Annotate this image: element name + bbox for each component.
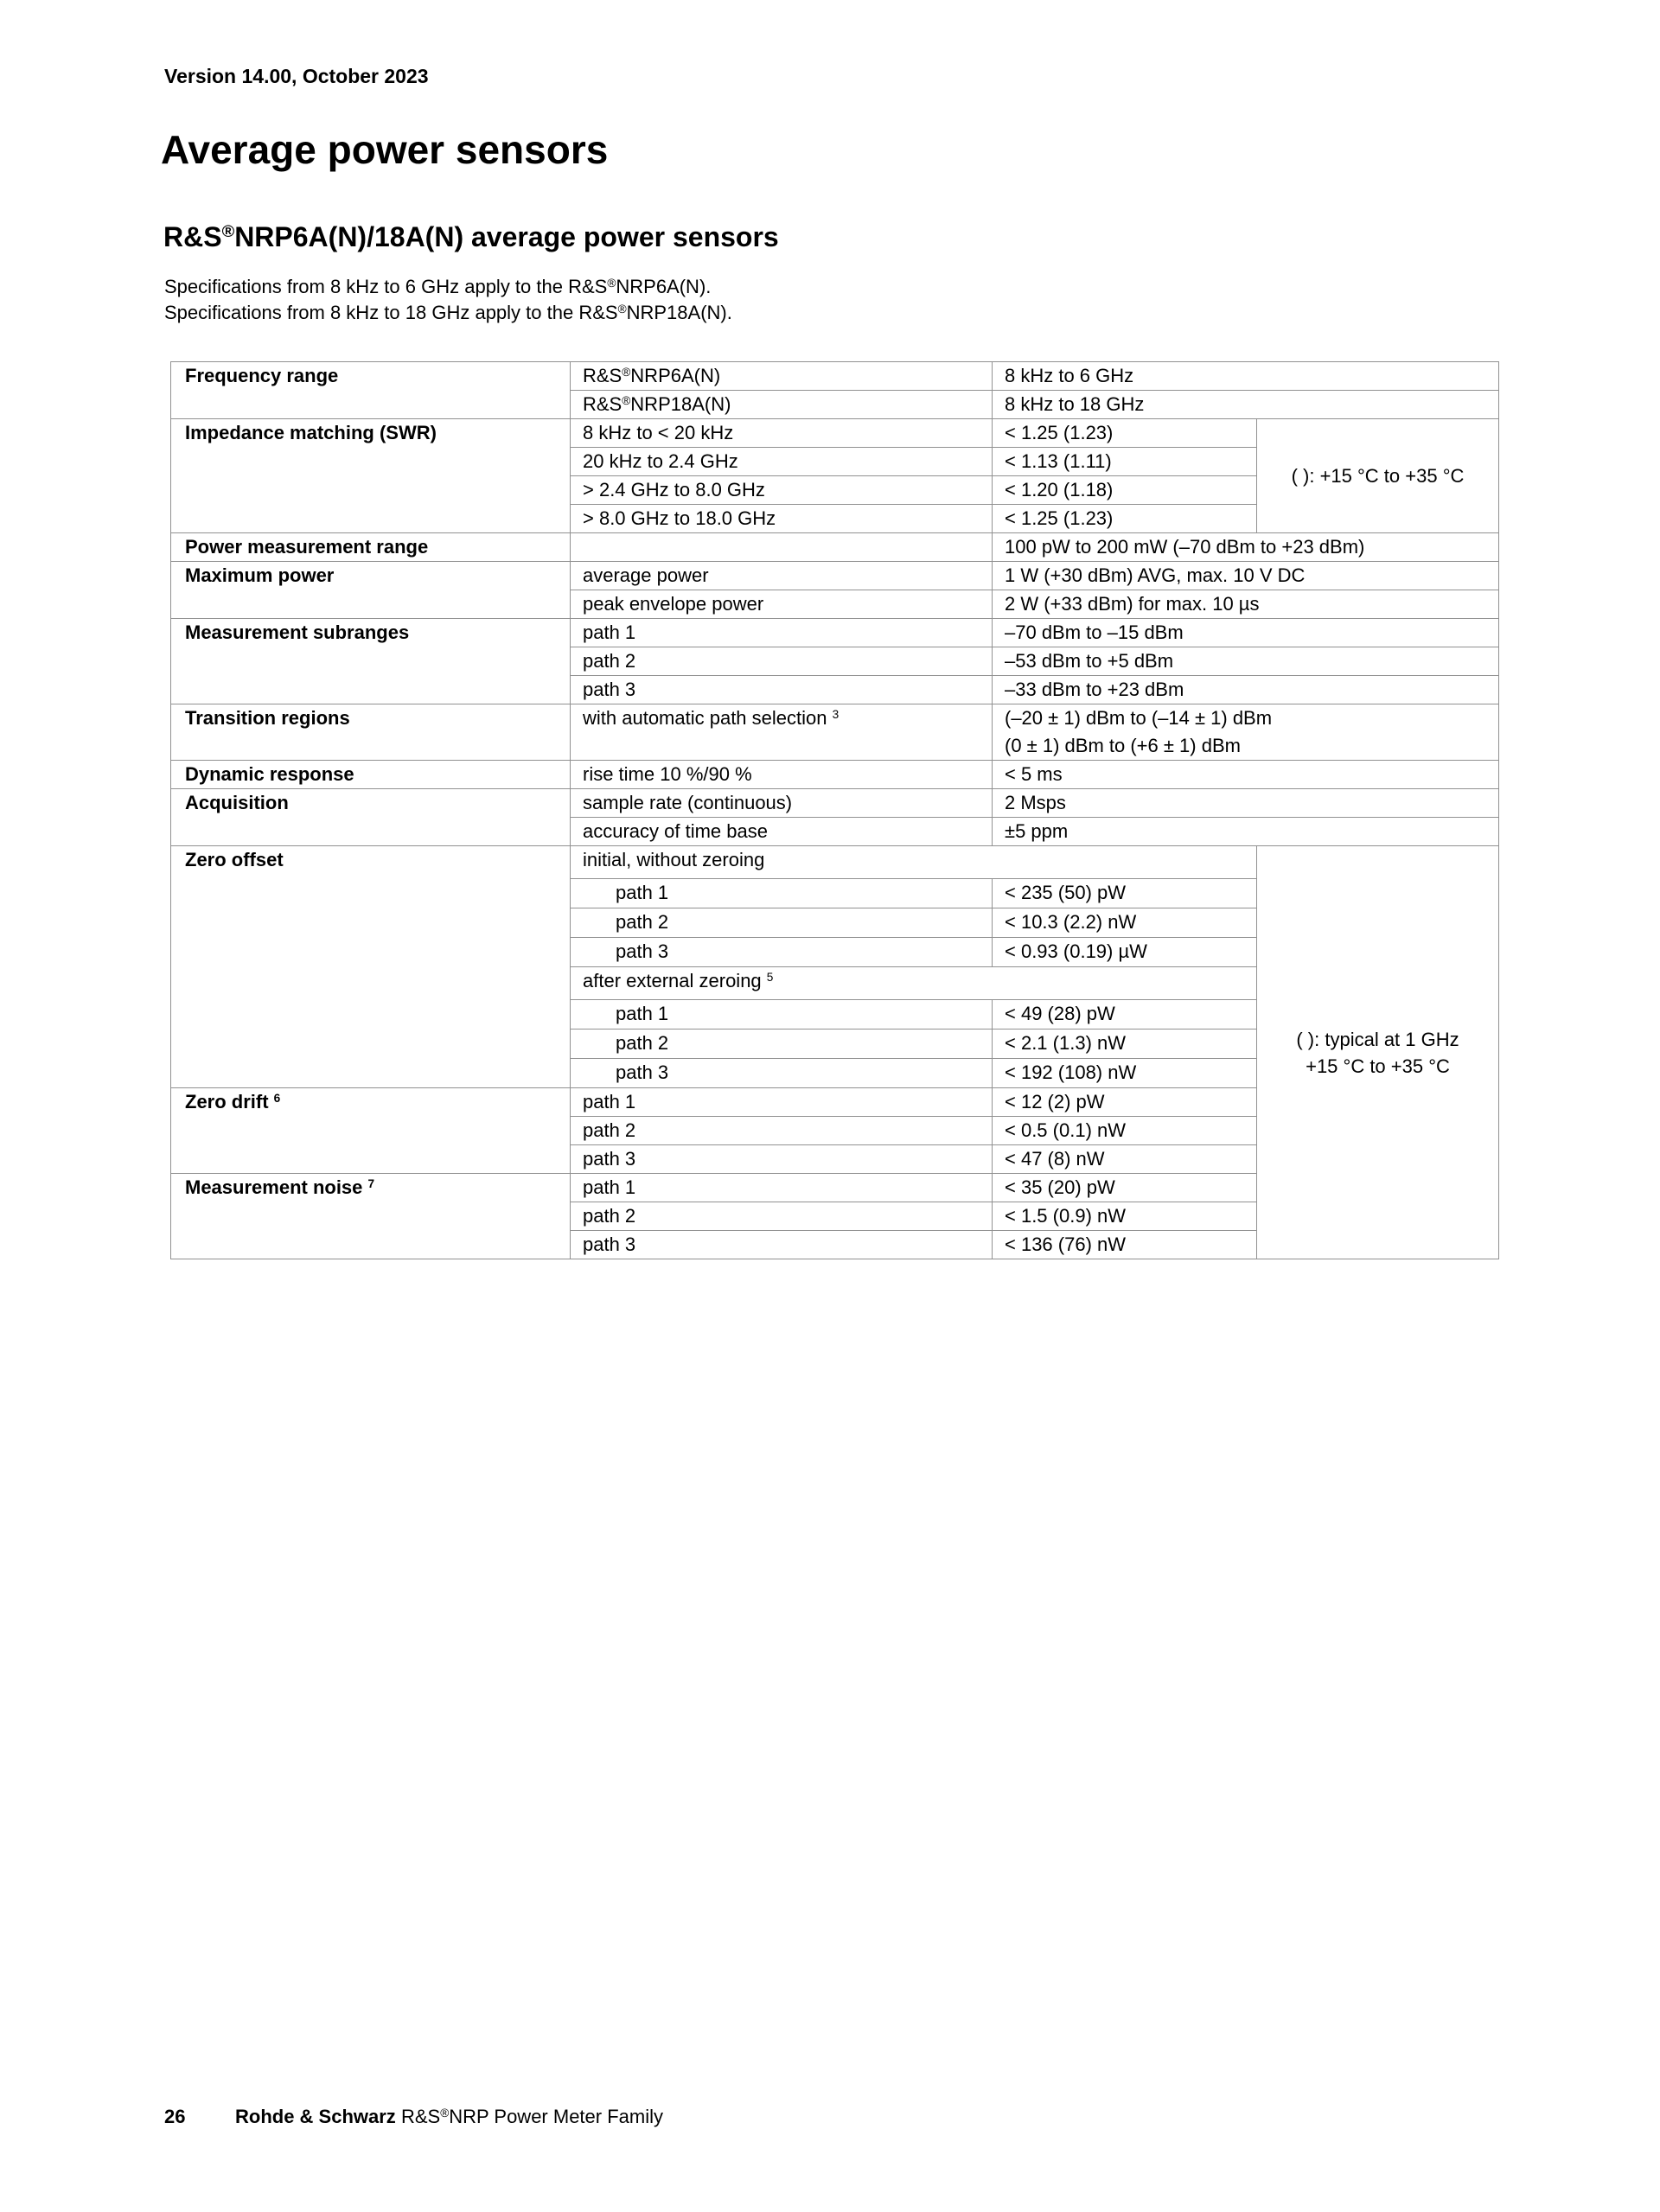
cell-sub: average power [571,562,993,590]
cell-sub: path 1 [571,1088,993,1117]
cell-param: Transition regions [171,704,571,761]
cell-val: < 10.3 (2.2) nW [993,908,1257,938]
cell-val: (–20 ± 1) dBm to (–14 ± 1) dBm (0 ± 1) dBm to (+6 ± 1) dBm [993,704,1499,761]
table-row [171,846,1499,879]
cell-note: ( ): typical at 1 GHz +15 °C to +35 °C [1257,846,1499,1259]
cell-val: < 5 ms [993,761,1499,789]
cell-param: Power measurement range [171,533,571,562]
cell-sub: path 3 [571,938,993,967]
cell-sub: > 2.4 GHz to 8.0 GHz [571,476,993,505]
cell-sub: 20 kHz to 2.4 GHz [571,448,993,476]
cell-sub: rise time 10 %/90 % [571,761,993,789]
table-row [171,789,1499,818]
cell-val: < 0.93 (0.19) µW [993,938,1257,967]
page-number: 26 [164,2106,186,2127]
cell-sub: with automatic path selection $^3$ [571,704,993,761]
cell-param: Impedance matching (SWR) [171,419,571,533]
footer-product: R&S®NRP Power Meter Family [400,2106,663,2127]
table-row [171,362,1499,391]
cell-val: < 1.25 (1.23) [993,419,1257,448]
cell-val: < 235 (50) pW [993,879,1257,908]
cell-val: ±5 ppm [993,818,1499,846]
cell-sub: initial, without zeroing [571,846,1257,879]
cell-param: Measurement subranges [171,619,571,704]
cell-val: –70 dBm to –15 dBm [993,619,1499,647]
cell-val: < 12 (2) pW [993,1088,1257,1117]
cell-sub: path 3 [571,1059,993,1088]
cell-note: ( ): +15 °C to +35 °C [1257,419,1499,533]
intro-line-2: Specifications from 8 kHz to 18 GHz apply to the R&S®NRP18A(N). [164,302,732,323]
table-row [171,619,1499,647]
cell-val: < 49 (28) pW [993,1000,1257,1030]
cell-sub: 8 kHz to < 20 kHz [571,419,993,448]
table-row [171,419,1499,448]
cell-val: –53 dBm to +5 dBm [993,647,1499,676]
cell-param: Zero offset [171,846,571,1088]
table-row [171,533,1499,562]
cell-sub: sample rate (continuous) [571,789,993,818]
footer-brand: Rohde & Schwarz [235,2106,396,2127]
cell-val: < 192 (108) nW [993,1059,1257,1088]
cell-val: < 0.5 (0.1) nW [993,1117,1257,1145]
cell-sub: path 2 [571,647,993,676]
cell-param: Acquisition [171,789,571,846]
table-row [171,761,1499,789]
table-row [171,704,1499,761]
page-title: Average power sensors [161,127,609,172]
cell-sub: peak envelope power [571,590,993,619]
cell-sub: path 2 [571,1117,993,1145]
cell-sub: path 1 [571,1174,993,1202]
cell-param: Zero drift $^6$ [171,1088,571,1174]
cell-val: < 1.25 (1.23) [993,505,1257,533]
spec-table [170,361,1499,1259]
cell-param: Frequency range [171,362,571,419]
cell-val: –33 dBm to +23 dBm [993,676,1499,704]
cell-val: < 35 (20) pW [993,1174,1257,1202]
cell-val: < 47 (8) nW [993,1145,1257,1174]
cell-val: 8 kHz to 18 GHz [993,391,1499,419]
cell-sub: path 2 [571,1202,993,1231]
cell-sub: path 1 [571,619,993,647]
cell-sub: R&S®NRP6A(N) [571,362,993,391]
cell-param: Dynamic response [171,761,571,789]
page-footer [164,2106,663,2128]
cell-sub: path 1 [571,879,993,908]
cell-sub: R&S®NRP18A(N) [571,391,993,419]
cell-sub: after external zeroing $^5$ [571,967,1257,1000]
cell-val: < 1.5 (0.9) nW [993,1202,1257,1231]
table-row [171,562,1499,590]
cell-sub: accuracy of time base [571,818,993,846]
cell-sub: path 2 [571,908,993,938]
version-line: Version 14.00, October 2023 [164,65,429,87]
cell-sub [571,533,993,562]
cell-val: < 1.20 (1.18) [993,476,1257,505]
cell-sub: path 3 [571,1231,993,1259]
cell-val: 2 Msps [993,789,1499,818]
cell-sub: > 8.0 GHz to 18.0 GHz [571,505,993,533]
cell-val: < 2.1 (1.3) nW [993,1030,1257,1059]
cell-val: < 1.13 (1.11) [993,448,1257,476]
section-heading: R&S®NRP6A(N)/18A(N) average power sensors [163,221,779,252]
cell-sub: path 2 [571,1030,993,1059]
cell-val: 8 kHz to 6 GHz [993,362,1499,391]
cell-param: Maximum power [171,562,571,619]
intro-text [164,274,732,326]
cell-val: 100 pW to 200 mW (–70 dBm to +23 dBm) [993,533,1499,562]
table-body [171,362,1499,1259]
cell-sub: path 1 [571,1000,993,1030]
intro-line-1: Specifications from 8 kHz to 6 GHz apply to the R&S®NRP6A(N). [164,276,712,297]
cell-val: 1 W (+30 dBm) AVG, max. 10 V DC [993,562,1499,590]
cell-val: < 136 (76) nW [993,1231,1257,1259]
cell-sub: path 3 [571,1145,993,1174]
cell-param: Measurement noise $^7$ [171,1174,571,1259]
cell-sub: path 3 [571,676,993,704]
cell-val: 2 W (+33 dBm) for max. 10 µs [993,590,1499,619]
